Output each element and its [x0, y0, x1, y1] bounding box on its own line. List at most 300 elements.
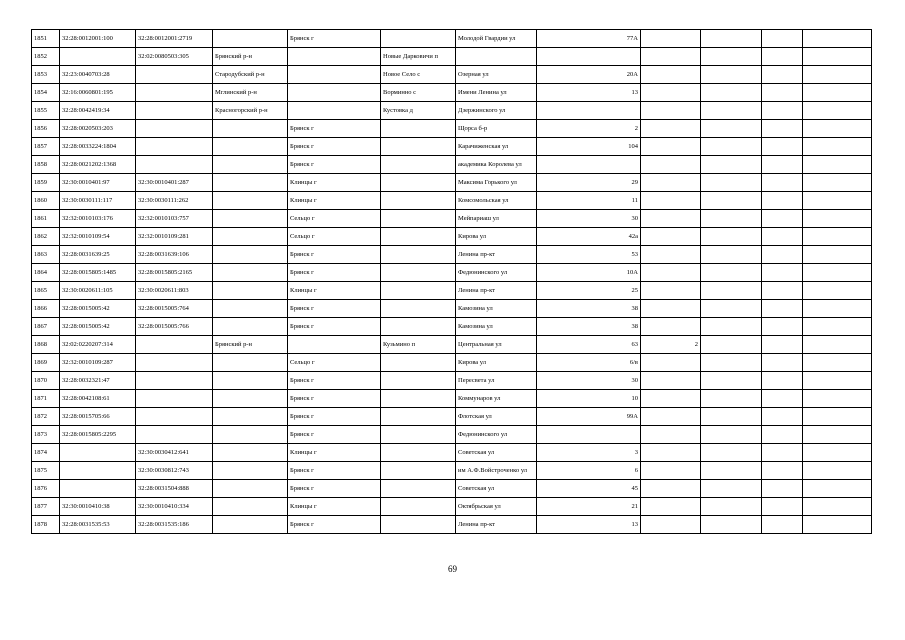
- cadastral-number-2-cell: 32:28:0015805:2165: [136, 264, 213, 282]
- empty-cell: [701, 390, 762, 408]
- building-number-cell: [641, 426, 701, 444]
- cadastral-number-2-cell: 32:28:0031504:888: [136, 480, 213, 498]
- locality-cell: [381, 390, 456, 408]
- table-row: [32, 300, 872, 318]
- building-number-cell: [641, 84, 701, 102]
- empty-cell: [701, 210, 762, 228]
- district-cell: [213, 138, 288, 156]
- empty-cell: [803, 48, 872, 66]
- empty-cell: [762, 282, 803, 300]
- district-cell: [213, 156, 288, 174]
- empty-cell: [701, 480, 762, 498]
- street-cell: Федюнинского ул: [456, 426, 537, 444]
- locality-cell: [381, 462, 456, 480]
- row-number-cell: 1859: [32, 174, 60, 192]
- city-cell: Брянск г: [288, 120, 381, 138]
- district-cell: [213, 120, 288, 138]
- row-number-cell: 1861: [32, 210, 60, 228]
- cadastral-number-cell: 32:28:0015805:1485: [60, 264, 136, 282]
- locality-cell: [381, 318, 456, 336]
- house-number-cell: 10А: [537, 264, 641, 282]
- empty-cell: [701, 264, 762, 282]
- street-cell: Пересвета ул: [456, 372, 537, 390]
- cadastral-number-2-cell: [136, 84, 213, 102]
- table-row: [32, 408, 872, 426]
- row-number-cell: 1868: [32, 336, 60, 354]
- cadastral-number-2-cell: 32:30:0030412:641: [136, 444, 213, 462]
- locality-cell: [381, 228, 456, 246]
- city-cell: [288, 84, 381, 102]
- cadastral-number-cell: [60, 462, 136, 480]
- locality-cell: [381, 264, 456, 282]
- empty-cell: [803, 444, 872, 462]
- building-number-cell: [641, 408, 701, 426]
- cadastral-number-2-cell: 32:28:0015005:764: [136, 300, 213, 318]
- city-cell: Брянск г: [288, 30, 381, 48]
- street-cell: Карачиженская ул: [456, 138, 537, 156]
- house-number-cell: 3: [537, 444, 641, 462]
- street-cell: [456, 48, 537, 66]
- building-number-cell: [641, 246, 701, 264]
- cadastral-number-cell: 32:28:0031639:25: [60, 246, 136, 264]
- locality-cell: [381, 300, 456, 318]
- empty-cell: [762, 444, 803, 462]
- cadastral-number-2-cell: [136, 372, 213, 390]
- empty-cell: [803, 84, 872, 102]
- empty-cell: [762, 210, 803, 228]
- table-row: [32, 462, 872, 480]
- empty-cell: [803, 66, 872, 84]
- empty-cell: [803, 336, 872, 354]
- table-row: [32, 156, 872, 174]
- empty-cell: [803, 462, 872, 480]
- house-number-cell: 25: [537, 282, 641, 300]
- district-cell: [213, 516, 288, 534]
- row-number-cell: 1876: [32, 480, 60, 498]
- table-row: [32, 318, 872, 336]
- locality-cell: [381, 282, 456, 300]
- cadastral-number-cell: 32:32:0010103:176: [60, 210, 136, 228]
- cadastral-number-2-cell: [136, 66, 213, 84]
- house-number-cell: 11: [537, 192, 641, 210]
- city-cell: Брянск г: [288, 138, 381, 156]
- row-number-cell: 1852: [32, 48, 60, 66]
- cadastral-number-cell: 32:32:0010109:287: [60, 354, 136, 372]
- empty-cell: [803, 390, 872, 408]
- city-cell: Брянск г: [288, 156, 381, 174]
- table-row: [32, 66, 872, 84]
- locality-cell: [381, 120, 456, 138]
- cadastral-number-2-cell: 32:30:0020611:803: [136, 282, 213, 300]
- empty-cell: [803, 138, 872, 156]
- empty-cell: [762, 30, 803, 48]
- locality-cell: [381, 138, 456, 156]
- building-number-cell: [641, 156, 701, 174]
- house-number-cell: 6: [537, 462, 641, 480]
- district-cell: [213, 264, 288, 282]
- cadastral-number-cell: 32:32:0010109:54: [60, 228, 136, 246]
- building-number-cell: [641, 354, 701, 372]
- row-number-cell: 1864: [32, 264, 60, 282]
- house-number-cell: 104: [537, 138, 641, 156]
- district-cell: [213, 318, 288, 336]
- building-number-cell: [641, 138, 701, 156]
- city-cell: Брянск г: [288, 426, 381, 444]
- table-row: [32, 138, 872, 156]
- cadastral-number-2-cell: [136, 426, 213, 444]
- cadastral-number-2-cell: [136, 138, 213, 156]
- district-cell: [213, 300, 288, 318]
- cadastral-number-2-cell: 32:30:0030111:262: [136, 192, 213, 210]
- empty-cell: [701, 156, 762, 174]
- building-number-cell: [641, 480, 701, 498]
- empty-cell: [803, 174, 872, 192]
- registry-table: [31, 29, 872, 534]
- street-cell: Советская ул: [456, 480, 537, 498]
- city-cell: Брянск г: [288, 408, 381, 426]
- row-number-cell: 1851: [32, 30, 60, 48]
- row-number-cell: 1863: [32, 246, 60, 264]
- cadastral-number-cell: [60, 480, 136, 498]
- cadastral-number-cell: 32:28:0042108:61: [60, 390, 136, 408]
- table-row: [32, 48, 872, 66]
- row-number-cell: 1871: [32, 390, 60, 408]
- city-cell: Клинцы г: [288, 498, 381, 516]
- registry-body: [32, 30, 872, 534]
- district-cell: [213, 192, 288, 210]
- cadastral-number-2-cell: 32:28:0031535:186: [136, 516, 213, 534]
- street-cell: Камозина ул: [456, 318, 537, 336]
- locality-cell: [381, 354, 456, 372]
- street-cell: Кирова ул: [456, 228, 537, 246]
- building-number-cell: [641, 372, 701, 390]
- empty-cell: [762, 48, 803, 66]
- empty-cell: [701, 30, 762, 48]
- street-cell: Флотская ул: [456, 408, 537, 426]
- house-number-cell: [537, 426, 641, 444]
- house-number-cell: 38: [537, 318, 641, 336]
- empty-cell: [762, 498, 803, 516]
- empty-cell: [762, 354, 803, 372]
- house-number-cell: 2: [537, 120, 641, 138]
- building-number-cell: [641, 264, 701, 282]
- cadastral-number-cell: 32:28:0031535:53: [60, 516, 136, 534]
- empty-cell: [701, 246, 762, 264]
- building-number-cell: [641, 192, 701, 210]
- cadastral-number-cell: 32:28:0032321:47: [60, 372, 136, 390]
- row-number-cell: 1873: [32, 426, 60, 444]
- street-cell: Щорса б-р: [456, 120, 537, 138]
- row-number-cell: 1877: [32, 498, 60, 516]
- district-cell: [213, 372, 288, 390]
- table-row: [32, 516, 872, 534]
- cadastral-number-2-cell: [136, 390, 213, 408]
- empty-cell: [701, 84, 762, 102]
- locality-cell: Кузьмино п: [381, 336, 456, 354]
- city-cell: Сельцо г: [288, 210, 381, 228]
- building-number-cell: [641, 210, 701, 228]
- table-row: [32, 84, 872, 102]
- district-cell: [213, 480, 288, 498]
- city-cell: Клинцы г: [288, 192, 381, 210]
- city-cell: [288, 336, 381, 354]
- empty-cell: [701, 66, 762, 84]
- building-number-cell: [641, 228, 701, 246]
- empty-cell: [762, 390, 803, 408]
- locality-cell: Новые Дарковичи п: [381, 48, 456, 66]
- empty-cell: [701, 192, 762, 210]
- cadastral-number-2-cell: [136, 354, 213, 372]
- street-cell: академика Королева ул: [456, 156, 537, 174]
- district-cell: [213, 30, 288, 48]
- district-cell: Стародубский р-н: [213, 66, 288, 84]
- district-cell: Мглинский р-н: [213, 84, 288, 102]
- row-number-cell: 1865: [32, 282, 60, 300]
- street-cell: Молодой Гвардии ул: [456, 30, 537, 48]
- cadastral-number-cell: 32:30:0010410:38: [60, 498, 136, 516]
- cadastral-number-2-cell: 32:28:0012001:2719: [136, 30, 213, 48]
- empty-cell: [762, 174, 803, 192]
- locality-cell: [381, 372, 456, 390]
- street-cell: Октябрьская ул: [456, 498, 537, 516]
- empty-cell: [762, 300, 803, 318]
- city-cell: [288, 66, 381, 84]
- table-row: [32, 480, 872, 498]
- empty-cell: [803, 210, 872, 228]
- empty-cell: [803, 426, 872, 444]
- house-number-cell: 42а: [537, 228, 641, 246]
- house-number-cell: 6/в: [537, 354, 641, 372]
- table-row: [32, 426, 872, 444]
- street-cell: Камозина ул: [456, 300, 537, 318]
- empty-cell: [762, 336, 803, 354]
- cadastral-number-cell: 32:28:0015705:66: [60, 408, 136, 426]
- empty-cell: [701, 48, 762, 66]
- district-cell: [213, 174, 288, 192]
- locality-cell: [381, 246, 456, 264]
- empty-cell: [803, 120, 872, 138]
- cadastral-number-cell: 32:28:0020503:203: [60, 120, 136, 138]
- district-cell: [213, 282, 288, 300]
- empty-cell: [701, 282, 762, 300]
- empty-cell: [803, 246, 872, 264]
- empty-cell: [762, 480, 803, 498]
- empty-cell: [762, 120, 803, 138]
- street-cell: Советская ул: [456, 444, 537, 462]
- locality-cell: [381, 174, 456, 192]
- row-number-cell: 1870: [32, 372, 60, 390]
- table-row: [32, 444, 872, 462]
- building-number-cell: [641, 318, 701, 336]
- city-cell: Клинцы г: [288, 282, 381, 300]
- locality-cell: [381, 156, 456, 174]
- district-cell: [213, 354, 288, 372]
- house-number-cell: 10: [537, 390, 641, 408]
- house-number-cell: 45: [537, 480, 641, 498]
- cadastral-number-2-cell: 32:32:0010103:757: [136, 210, 213, 228]
- street-cell: им А.Ф.Войстроченко ул: [456, 462, 537, 480]
- empty-cell: [762, 66, 803, 84]
- house-number-cell: 21: [537, 498, 641, 516]
- street-cell: Центральная ул: [456, 336, 537, 354]
- house-number-cell: [537, 102, 641, 120]
- cadastral-number-cell: 32:28:0015005:42: [60, 300, 136, 318]
- street-cell: Комсомольская ул: [456, 192, 537, 210]
- house-number-cell: 77А: [537, 30, 641, 48]
- empty-cell: [701, 174, 762, 192]
- cadastral-number-cell: [60, 48, 136, 66]
- city-cell: Брянск г: [288, 372, 381, 390]
- row-number-cell: 1854: [32, 84, 60, 102]
- empty-cell: [701, 228, 762, 246]
- empty-cell: [803, 372, 872, 390]
- city-cell: Клинцы г: [288, 174, 381, 192]
- city-cell: Брянск г: [288, 480, 381, 498]
- house-number-cell: 38: [537, 300, 641, 318]
- street-cell: Ленина пр-кт: [456, 516, 537, 534]
- empty-cell: [701, 444, 762, 462]
- table-row: [32, 228, 872, 246]
- district-cell: [213, 210, 288, 228]
- cadastral-number-cell: 32:28:0021202:1368: [60, 156, 136, 174]
- city-cell: Брянск г: [288, 246, 381, 264]
- empty-cell: [803, 408, 872, 426]
- district-cell: [213, 390, 288, 408]
- district-cell: Красногорский р-н: [213, 102, 288, 120]
- building-number-cell: [641, 498, 701, 516]
- cadastral-number-cell: 32:30:0010401:97: [60, 174, 136, 192]
- empty-cell: [701, 372, 762, 390]
- table-row: [32, 264, 872, 282]
- locality-cell: Кустовка д: [381, 102, 456, 120]
- city-cell: Сельцо г: [288, 228, 381, 246]
- house-number-cell: 99А: [537, 408, 641, 426]
- city-cell: Брянск г: [288, 300, 381, 318]
- empty-cell: [701, 336, 762, 354]
- cadastral-number-cell: 32:30:0030111:117: [60, 192, 136, 210]
- cadastral-number-2-cell: [136, 156, 213, 174]
- cadastral-number-cell: 32:28:0015805:2295: [60, 426, 136, 444]
- table-row: [32, 210, 872, 228]
- locality-cell: Новое Село с: [381, 66, 456, 84]
- cadastral-number-2-cell: 32:28:0031639:106: [136, 246, 213, 264]
- cadastral-number-cell: 32:28:0015005:42: [60, 318, 136, 336]
- street-cell: Максима Горького ул: [456, 174, 537, 192]
- locality-cell: [381, 426, 456, 444]
- locality-cell: [381, 192, 456, 210]
- cadastral-number-2-cell: 32:30:0010401:287: [136, 174, 213, 192]
- cadastral-number-2-cell: 32:30:0010410:334: [136, 498, 213, 516]
- cadastral-number-cell: [60, 444, 136, 462]
- city-cell: Брянск г: [288, 462, 381, 480]
- row-number-cell: 1860: [32, 192, 60, 210]
- empty-cell: [762, 318, 803, 336]
- table-row: [32, 354, 872, 372]
- row-number-cell: 1875: [32, 462, 60, 480]
- street-cell: Коммунаров ул: [456, 390, 537, 408]
- district-cell: [213, 444, 288, 462]
- building-number-cell: [641, 444, 701, 462]
- table-row: [32, 246, 872, 264]
- empty-cell: [803, 156, 872, 174]
- building-number-cell: [641, 102, 701, 120]
- building-number-cell: [641, 174, 701, 192]
- house-number-cell: 13: [537, 84, 641, 102]
- cadastral-number-2-cell: 32:02:0080503:305: [136, 48, 213, 66]
- row-number-cell: 1866: [32, 300, 60, 318]
- city-cell: Брянск г: [288, 516, 381, 534]
- empty-cell: [762, 156, 803, 174]
- empty-cell: [701, 498, 762, 516]
- empty-cell: [762, 84, 803, 102]
- row-number-cell: 1872: [32, 408, 60, 426]
- locality-cell: Ворминно с: [381, 84, 456, 102]
- building-number-cell: [641, 462, 701, 480]
- empty-cell: [762, 246, 803, 264]
- empty-cell: [701, 120, 762, 138]
- empty-cell: [701, 300, 762, 318]
- row-number-cell: 1869: [32, 354, 60, 372]
- row-number-cell: 1856: [32, 120, 60, 138]
- locality-cell: [381, 498, 456, 516]
- locality-cell: [381, 30, 456, 48]
- empty-cell: [803, 30, 872, 48]
- empty-cell: [762, 372, 803, 390]
- empty-cell: [762, 408, 803, 426]
- street-cell: Ленина пр-кт: [456, 282, 537, 300]
- empty-cell: [762, 426, 803, 444]
- city-cell: Брянск г: [288, 264, 381, 282]
- house-number-cell: 29: [537, 174, 641, 192]
- empty-cell: [803, 480, 872, 498]
- cadastral-number-cell: 32:30:0020611:105: [60, 282, 136, 300]
- empty-cell: [701, 462, 762, 480]
- empty-cell: [701, 408, 762, 426]
- row-number-cell: 1862: [32, 228, 60, 246]
- cadastral-number-cell: 32:02:0220207:314: [60, 336, 136, 354]
- cadastral-number-cell: 32:28:0012001:100: [60, 30, 136, 48]
- empty-cell: [803, 282, 872, 300]
- house-number-cell: 30: [537, 210, 641, 228]
- street-cell: Озерная ул: [456, 66, 537, 84]
- street-cell: Кирова ул: [456, 354, 537, 372]
- empty-cell: [701, 354, 762, 372]
- empty-cell: [803, 300, 872, 318]
- table-row: [32, 372, 872, 390]
- empty-cell: [803, 354, 872, 372]
- empty-cell: [762, 228, 803, 246]
- empty-cell: [762, 192, 803, 210]
- empty-cell: [762, 138, 803, 156]
- empty-cell: [803, 192, 872, 210]
- district-cell: [213, 246, 288, 264]
- building-number-cell: 2: [641, 336, 701, 354]
- house-number-cell: 13: [537, 516, 641, 534]
- street-cell: Мейпариаш ул: [456, 210, 537, 228]
- row-number-cell: 1853: [32, 66, 60, 84]
- district-cell: Брянский р-н: [213, 48, 288, 66]
- city-cell: [288, 102, 381, 120]
- cadastral-number-cell: 32:28:0033224:1804: [60, 138, 136, 156]
- empty-cell: [803, 318, 872, 336]
- empty-cell: [762, 516, 803, 534]
- building-number-cell: [641, 30, 701, 48]
- locality-cell: [381, 210, 456, 228]
- building-number-cell: [641, 300, 701, 318]
- building-number-cell: [641, 390, 701, 408]
- house-number-cell: 63: [537, 336, 641, 354]
- cadastral-number-cell: 32:28:0042419:34: [60, 102, 136, 120]
